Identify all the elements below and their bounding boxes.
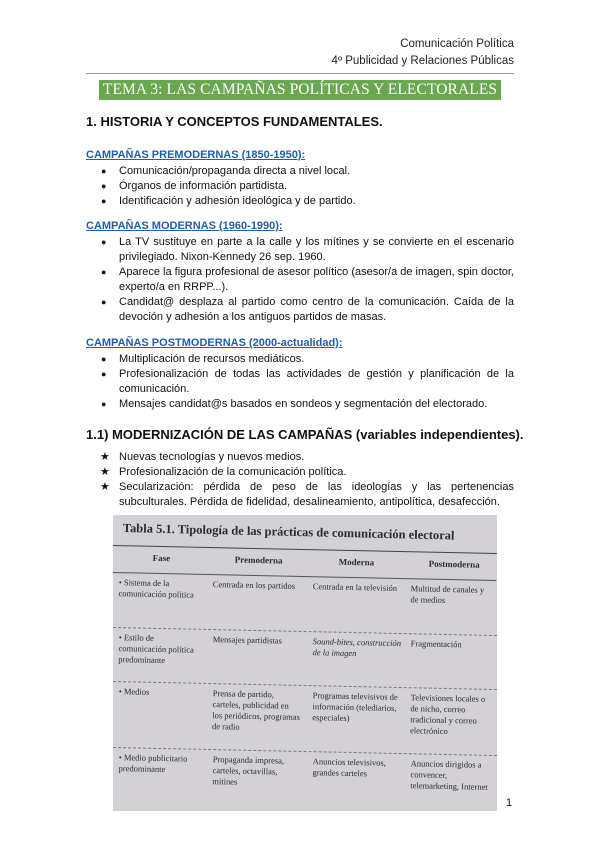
bullet-icon: ● [101,166,107,176]
bullet-list [86,164,514,209]
table-cell: Propaganda impresa, carteles, octavillas, mítines [212,754,285,787]
section-modern [86,219,514,325]
table-cell: Fragmentación [410,638,462,650]
section-premodern [86,148,514,209]
table-header: Moderna [338,556,375,568]
table-cell: Televisiones locales o de nicho, correo tradicional y correo electrónico [409,692,486,737]
bullet-icon: ● [101,369,107,379]
table-photo [113,515,497,811]
list-item: ● Mensajes candidat@s basados en sondeos y segmentación del electorado. [101,398,488,410]
list-item: ★ Nuevas tecnologías y nuevos medios. [100,451,305,463]
star-icon: ★ [100,451,110,463]
section-title: CAMPAÑAS MODERNAS (1960-1990): [86,220,283,232]
list-item: ● Identificación y adhesión ideológica y de partido. [101,195,356,207]
page-header [331,36,514,70]
bullet-icon: ● [101,399,107,409]
bullet-icon: ● [101,181,107,191]
list-item: ● Profesionalización de todas las actividades de gestión y planificación de la comunicación. [101,368,514,395]
table-cell: Sound-bites, construcción de la imagen [312,636,402,659]
list-item: ● Multiplicación de recursos mediáticos. [101,353,305,365]
table-cell: Programas televisivos de información (telediarios, especiales) [312,690,398,723]
header-divider [86,73,514,74]
course-name: Comunicación Política [400,38,514,50]
table-row [113,681,497,754]
bullet-list [86,352,514,412]
table-cell: • Medio publicitario predominante [118,752,188,775]
table-header: Postmoderna [428,558,480,570]
section-title: CAMPAÑAS POSTMODERNAS (2000-actualidad): [86,337,343,349]
table-cell: • Medios [118,686,150,697]
table-cell: Anuncios dirigidos a convencer, telemarketing, Internet [410,758,488,792]
list-item: ● La TV sustituye en parte a la calle y los mítines y se convierte en el escenario privilegiado. Nixon-Kennedy 26 sep. 1960. [101,236,514,263]
degree-name: 4º Publicidad y Relaciones Públicas [331,55,514,67]
table-row [113,627,497,690]
table-caption: Tabla 5.1. Tipología de las prácticas de comunicación electoral [122,521,455,543]
bullet-icon: ● [101,354,107,364]
list-item: ● Aparece la figura profesional de asesor político (asesor/a de imagen, spin doctor, experto/a en RRPP...). [101,266,515,293]
bullet-icon: ● [101,196,107,206]
section-postmodern [86,336,514,412]
page-number: 1 [506,797,513,809]
table-cell: Multitud de canales y de medios [410,583,485,605]
bullet-icon: ● [101,267,107,277]
table-cell: • Sistema de la comunicación política [118,577,194,600]
bullet-icon: ● [101,237,107,247]
star-list [86,450,514,510]
list-item: ● Órganos de información partidista. [101,180,288,192]
table-row [113,747,497,811]
list-item: ★ Profesionalización de la comunicación política. [100,466,347,478]
modernization-list [86,450,514,510]
table-header: Fase [152,552,171,564]
section-title: CAMPAÑAS PREMODERNAS (1850-1950): [86,149,306,161]
table-header: Premoderna [234,554,283,566]
table-cell: • Estilo de comunicación política predominante [118,632,194,666]
table-cell: Mensajes partidistas [212,634,283,646]
page-title: TEMA 3: LAS CAMPAÑAS POLÍTICAS Y ELECTORALES [99,80,501,100]
title-wrapper [0,80,600,100]
bullet-list [86,235,514,325]
table-cell: Centrada en la televisión [312,581,398,593]
list-item: ★ Secularización: pérdida de peso de las ideologías y las pertenencias subculturales. Pérdida de fidelidad, desalineamiento, antipolítica, desafección. [100,481,514,508]
list-item: ● Comunicación/propaganda directa a nivel local. [101,165,351,177]
table-cell: Prensa de partido, carteles, publicidad en los periódicos, programas de radio [211,688,300,732]
table-cell: Anuncios televisivos, grandes carteles [312,756,387,779]
star-icon: ★ [100,466,110,478]
table-row [113,573,497,635]
star-icon: ★ [100,481,110,493]
list-item: ● Candidat@ desplaza al partido como centro de la comunicación. Caída de la devoción y adhesión a los antiguos partidos de masas. [101,296,514,323]
section-heading-1-1: 1.1) MODERNIZACIÓN DE LAS CAMPAÑAS (variables independientes). [86,427,524,442]
section-heading-1: 1. HISTORIA Y CONCEPTOS FUNDAMENTALES. [86,114,383,129]
table-cell: Centrada en los partidos [212,579,296,591]
bullet-icon: ● [101,297,107,307]
